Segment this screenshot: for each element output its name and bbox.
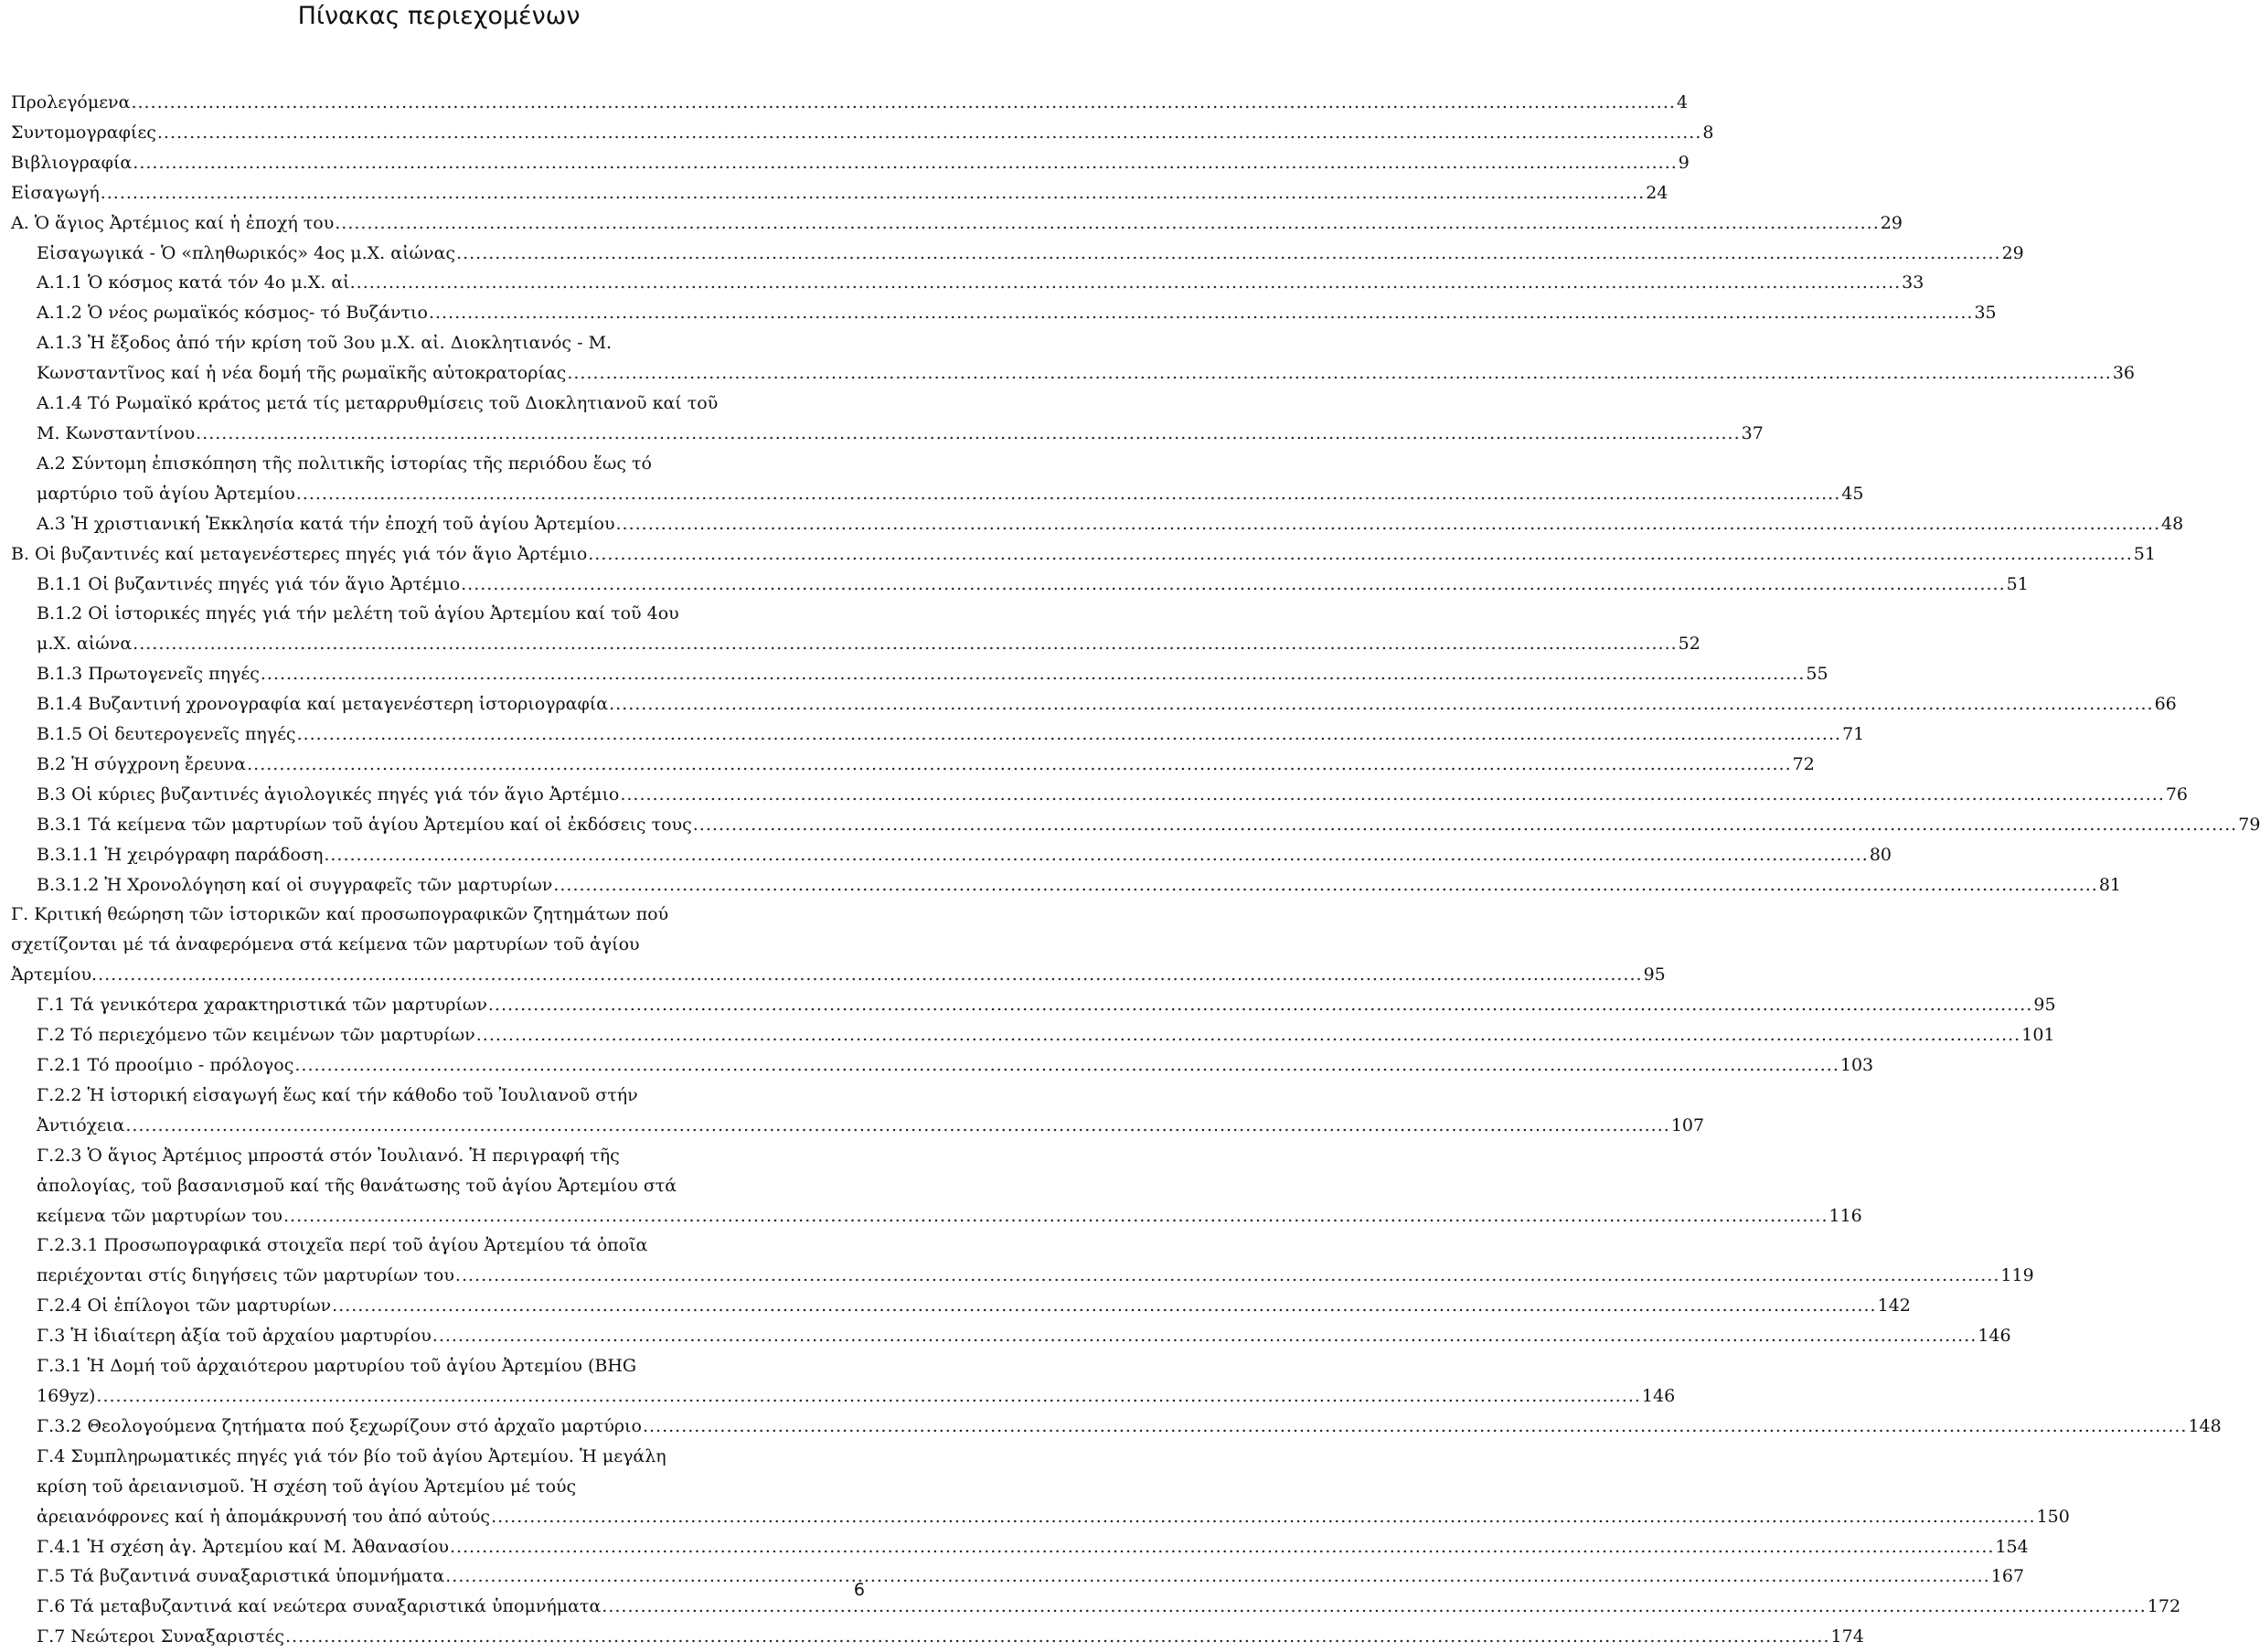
toc-entry-title: Γ.3.2 Θεολογούμενα ζητήματα πού ξεχωρίζουν στό ἀρχαῖο μαρτύριο [37,1415,642,1436]
toc-entry[interactable] [11,449,1864,509]
toc-entry-title: Ἀρτεμίου. [11,965,98,986]
toc-entry-page-number: 150 [2036,1506,2070,1527]
toc-entry[interactable] [11,900,1666,990]
toc-entry[interactable] [11,1081,1705,1141]
toc-entry-title: Β.3.1.1 Ἡ χειρόγραφη παράδοση [37,844,324,865]
toc-entry[interactable] [11,268,1924,298]
toc-entry-page-number: 172 [2147,1596,2181,1617]
dot-leader [96,1381,1641,1412]
toc-entry-text-line: Γ.2.3.1 Προσωπογραφικά στοιχεῖα περί τοῦ ἁγίου Ἀρτεμίου τά ὁποῖα [37,1235,648,1256]
toc-entry-title: Εἰσαγωγή [11,182,100,203]
toc-entry-title: Α. Ὁ ἅγιος Ἀρτέμιος καί ἡ ἐποχή του [11,212,335,233]
dot-leader [98,960,1643,990]
toc-entry[interactable] [11,1231,2034,1291]
dot-leader [131,88,1676,118]
toc-entry-text-line: Α.2 Σύντομη ἐπισκόπηση τῆς πολιτικῆς ἱστορίας τῆς περιόδου ἕως τό [37,453,652,474]
dot-leader [283,1201,1828,1231]
toc-entry-page-number: 51 [2133,543,2156,564]
dot-leader [445,1561,1990,1592]
toc-entry[interactable] [11,1291,1911,1321]
toc-entry-page-number: 24 [1646,182,1668,203]
dot-leader [101,178,1646,208]
toc-entry-page-number: 76 [2165,783,2189,805]
toc-entry-page-number: 66 [2154,694,2177,715]
toc-entry-page-number: 29 [2001,242,2024,263]
toc-entry[interactable] [11,719,1865,750]
dot-leader [247,750,1792,780]
toc-entry[interactable] [11,178,1668,208]
toc-entry-title: Κωνσταντῖνος καί ἡ νέα δομή τῆς ρωμαϊκῆς αὐτοκρατορίας [37,363,567,384]
dot-leader [450,1532,1995,1562]
toc-entry-page-number: 72 [1792,753,1815,774]
dot-leader [125,1111,1670,1141]
toc-entry-page-number: 174 [1830,1626,1864,1647]
toc-entry[interactable] [11,659,1828,689]
toc-entry[interactable] [11,1351,1676,1412]
table-of-contents [11,88,2260,1652]
toc-entry-title: Γ.2.4 Οἱ ἐπίλογοι τῶν μαρτυρίων [37,1295,332,1316]
dot-leader [616,509,2161,539]
toc-entry-text-line: Γ.2.3 Ὁ ἅγιος Ἀρτέμιος μπροστά στόν Ἰουλιανό. Ἡ περιγραφή τῆς [37,1145,620,1166]
toc-entry[interactable] [11,1050,1874,1081]
toc-entry-text-line: Β.1.2 Οἱ ἱστορικές πηγές γιά τήν μελέτη τοῦ ἁγίου Ἀρτεμίου καί τοῦ 4ου [37,603,679,624]
toc-entry[interactable] [11,840,1892,870]
dot-leader [432,1321,1978,1351]
toc-entry-page-number: 71 [1842,724,1865,745]
toc-entry-title: Α.3 Ἡ χριστιανική Ἐκκλησία κατά τήν ἐποχή τοῦ ἁγίου Ἀρτεμίου [37,513,615,534]
dot-leader [285,1622,1830,1652]
toc-entry[interactable] [11,810,2260,840]
toc-entry-title: Γ.2.1 Τό προοίμιο - πρόλογος [37,1055,294,1075]
toc-entry-title: Γ.1 Τά γενικότερα χαρακτηριστικά τῶν μαρτυρίων [37,995,487,1016]
toc-entry-title: περιέχονται στίς διηγήσεις τῶν μαρτυρίων του [37,1265,454,1286]
toc-entry-title: Εἰσαγωγικά - Ὁ «πληθωρικός» 4ος μ.Χ. αἰώνας [37,242,456,263]
toc-entry[interactable] [11,208,1903,239]
toc-entry[interactable] [11,599,1700,659]
toc-entry[interactable] [11,328,2136,389]
dot-leader [429,298,1974,328]
dot-leader [157,118,1702,148]
toc-entry[interactable] [11,88,1689,118]
toc-entry-title: Γ.2 Τό περιεχόμενο τῶν κειμένων τῶν μαρτυρίων [37,1025,475,1046]
toc-entry-title: Γ.6 Τά μεταβυζαντινά καί νεώτερα συναξαριστικά ὑπομνήματα [37,1596,602,1617]
dot-leader [335,208,1880,239]
toc-entry-title: μαρτύριο τοῦ ἁγίου Ἀρτεμίου [37,483,295,504]
toc-entry-title: Γ.7 Νεώτεροι Συναξαριστές [37,1626,285,1647]
toc-entry-page-number: 35 [1974,303,1997,324]
toc-entry[interactable] [11,1532,2029,1562]
dot-leader [553,870,2098,901]
toc-entry-page-number: 33 [1902,272,1924,293]
toc-entry-title: Βιβλιογραφία [11,152,133,173]
toc-entry-title: Β.1.4 Βυζαντινή χρονογραφία καί μεταγενέστερη ἱστοριογραφία [37,694,609,715]
toc-entry-text-line: Γ.2.2 Ἡ ἱστορική εἰσαγωγή ἕως καί τήν κάθοδο τοῦ Ἰουλιανοῦ στήν [37,1084,638,1105]
toc-entry-title: Γ.4.1 Ἡ σχέση ἁγ. Ἀρτεμίου καί Μ. Ἀθανασίου [37,1536,449,1557]
toc-entry-title: Β.1.1 Οἱ βυζαντινές πηγές γιά τόν ἅγιο Ἀρτέμιο [37,573,461,594]
dot-leader [609,689,2154,719]
toc-entry-page-number: 142 [1877,1295,1911,1316]
toc-entry-text-line: σχετίζονται μέ τά ἀναφερόμενα στά κείμενα τῶν μαρτυρίων τοῦ ἁγίου [11,934,640,955]
toc-entry-page-number: 148 [2188,1415,2222,1436]
dot-leader [133,629,1678,659]
toc-entry-title: Β.3.1.2 Ἡ Χρονολόγηση καί οἱ συγγραφεῖς τῶν μαρτυρίων [37,874,553,895]
toc-entry-page-number: 9 [1678,152,1690,173]
toc-entry-title: Β.2 Ἡ σύγχρονη ἔρευνα [37,753,247,774]
toc-entry-page-number: 95 [1643,965,1666,986]
toc-entry[interactable] [11,1020,2055,1050]
toc-entry-page-number: 81 [2098,874,2122,895]
toc-entry-title: Β.1.3 Πρωτογενεῖς πηγές [37,664,260,685]
dot-leader [602,1592,2147,1622]
dot-leader [620,780,2165,810]
dot-leader [261,659,1806,689]
toc-entry[interactable] [11,539,2156,570]
toc-entry-page-number: 55 [1806,664,1828,685]
dot-leader [567,358,2112,389]
toc-entry-page-number: 29 [1880,212,1903,233]
dot-leader [455,1261,2000,1291]
toc-entry-page-number: 37 [1741,422,1764,443]
toc-entry-page-number: 103 [1839,1055,1874,1075]
toc-entry-title: Α.1.2 Ὁ νέος ρωμαϊκός κόσμος- τό Βυζάντιο [37,303,428,324]
dot-leader [332,1291,1877,1321]
toc-entry-page-number: 167 [1990,1566,2025,1587]
toc-entry[interactable] [11,239,2024,269]
dot-leader [357,268,1902,298]
toc-entry-title: ἀρειανόφρονες καί ἡ ἀπομάκρυνσή του ἀπό αὐτούς [37,1506,491,1527]
toc-entry-title: Γ.3 Ἡ ἰδιαίτερη ἀξία τοῦ ἀρχαίου μαρτυρίου [37,1326,432,1347]
toc-entry-title: Ἀντιόχεια [37,1114,125,1135]
toc-entry[interactable] [11,1141,1862,1231]
toc-entry[interactable] [11,389,1764,449]
dot-leader [491,1502,2036,1532]
dot-leader [588,539,2133,570]
toc-entry-text-line: Γ. Κριτική θεώρηση τῶν ἱστορικῶν καί προσωπογραφικῶν ζητημάτων πού [11,904,669,925]
toc-entry-title: Β. Οἱ βυζαντινές καί μεταγενέστερες πηγές γιά τόν ἅγιο Ἀρτέμιο [11,543,588,564]
toc-entry-title: Γ.5 Τά βυζαντινά συναξαριστικά ὑπομνήματα [37,1566,445,1587]
toc-entry-page-number: 95 [2033,995,2056,1016]
toc-entry-page-number: 119 [2000,1265,2034,1286]
dot-leader [643,1412,2188,1442]
toc-entry-text-line: Γ.3.1 Ἡ Δομή τοῦ ἀρχαιότερου μαρτυρίου τοῦ ἁγίου Ἀρτεμίου (BHG [37,1356,637,1377]
toc-entry-text-line: κρίση τοῦ ἀρειανισμοῦ. Ἡ σχέση τοῦ ἁγίου Ἀρτεμίου μέ τούς [37,1476,577,1497]
toc-entry-page-number: 4 [1676,92,1689,112]
toc-entry-page-number: 146 [1641,1385,1676,1406]
toc-entry[interactable] [11,1592,2181,1622]
toc-entry-page-number: 116 [1828,1205,1862,1226]
toc-entry[interactable] [11,509,2184,539]
toc-entry[interactable] [11,148,1690,178]
dot-leader [324,840,1869,870]
toc-entry-text-line: ἀπολογίας, τοῦ βασανισμοῦ καί τῆς θανάτωσης τοῦ ἁγίου Ἀρτεμίου στά [37,1175,677,1196]
dot-leader [461,570,2006,600]
dot-leader [296,479,1841,509]
page-number: 6 [853,1580,865,1600]
toc-entry[interactable] [11,780,2189,810]
toc-entry-page-number: 146 [1978,1326,2011,1347]
toc-entry-title: Α.1.1 Ὁ κόσμος κατά τόν 4ο μ.Χ. αἰ. [37,272,356,293]
dot-leader [488,990,2033,1020]
toc-entry-title: Β.3 Οἱ κύριες βυζαντινές ἁγιολογικές πηγές γιά τόν ἅγιο Ἀρτέμιο [37,783,620,805]
toc-entry[interactable] [11,1442,2070,1532]
dot-leader [693,810,2238,840]
toc-entry-title: Β.3.1 Τά κείμενα τῶν μαρτυρίων τοῦ ἁγίου Ἀρτεμίου καί οἱ ἐκδόσεις τους [37,814,692,835]
toc-entry-page-number: 45 [1841,483,1864,504]
toc-entry[interactable] [11,118,1714,148]
toc-entry-page-number: 36 [2112,363,2136,384]
toc-entry-page-number: 154 [1995,1536,2029,1557]
toc-entry[interactable] [11,750,1815,780]
toc-entry[interactable] [11,1561,2025,1592]
toc-entry-title: 169yz) [37,1385,96,1406]
toc-entry[interactable] [11,689,2177,719]
toc-entry-text-line: Α.1.3 Ἡ ἔξοδος ἀπό τήν κρίση τοῦ 3ου μ.Χ. αἰ. Διοκλητιανός - Μ. [37,333,613,354]
toc-entry[interactable] [11,1321,2011,1351]
toc-entry-page-number: 80 [1869,844,1892,865]
toc-entry-page-number: 107 [1670,1114,1705,1135]
dot-leader [476,1020,2021,1050]
toc-entry[interactable] [11,870,2122,901]
toc-entry-title: Προλεγόμενα [11,92,131,112]
toc-entry-title: Μ. Κωνσταντίνου [37,422,196,443]
toc-entry-title: Συντομογραφίες [11,122,156,143]
toc-entry-text-line: Α.1.4 Τό Ρωμαϊκό κράτος μετά τίς μεταρρυθμίσεις τοῦ Διοκλητιανοῦ καί τοῦ [37,393,719,414]
toc-entry-title: μ.Χ. αἰώνα [37,634,133,655]
dot-leader [196,419,1741,449]
toc-entry[interactable] [11,1412,2222,1442]
toc-entry[interactable] [11,1622,1864,1652]
page-title: Πίνακας περιεχομένων [297,2,581,30]
toc-entry-page-number: 52 [1678,634,1700,655]
toc-entry-title: κείμενα τῶν μαρτυρίων του [37,1205,282,1226]
toc-entry[interactable] [11,990,2056,1020]
dot-leader [297,719,1842,750]
toc-entry-title: Β.1.5 Οἱ δευτερογενεῖς πηγές [37,724,296,745]
dot-leader [133,148,1678,178]
dot-leader [456,239,2001,269]
dot-leader [294,1050,1839,1081]
toc-entry-text-line: Γ.4 Συμπληρωματικές πηγές γιά τόν βίο τοῦ ἁγίου Ἀρτεμίου. Ἡ μεγάλη [37,1445,666,1466]
toc-entry-page-number: 48 [2161,513,2184,534]
toc-entry-page-number: 8 [1702,122,1714,143]
toc-entry-page-number: 101 [2021,1025,2055,1046]
toc-entry[interactable] [11,298,1997,328]
toc-entry-page-number: 79 [2238,814,2260,835]
toc-entry-page-number: 51 [2006,573,2029,594]
toc-entry[interactable] [11,570,2029,600]
